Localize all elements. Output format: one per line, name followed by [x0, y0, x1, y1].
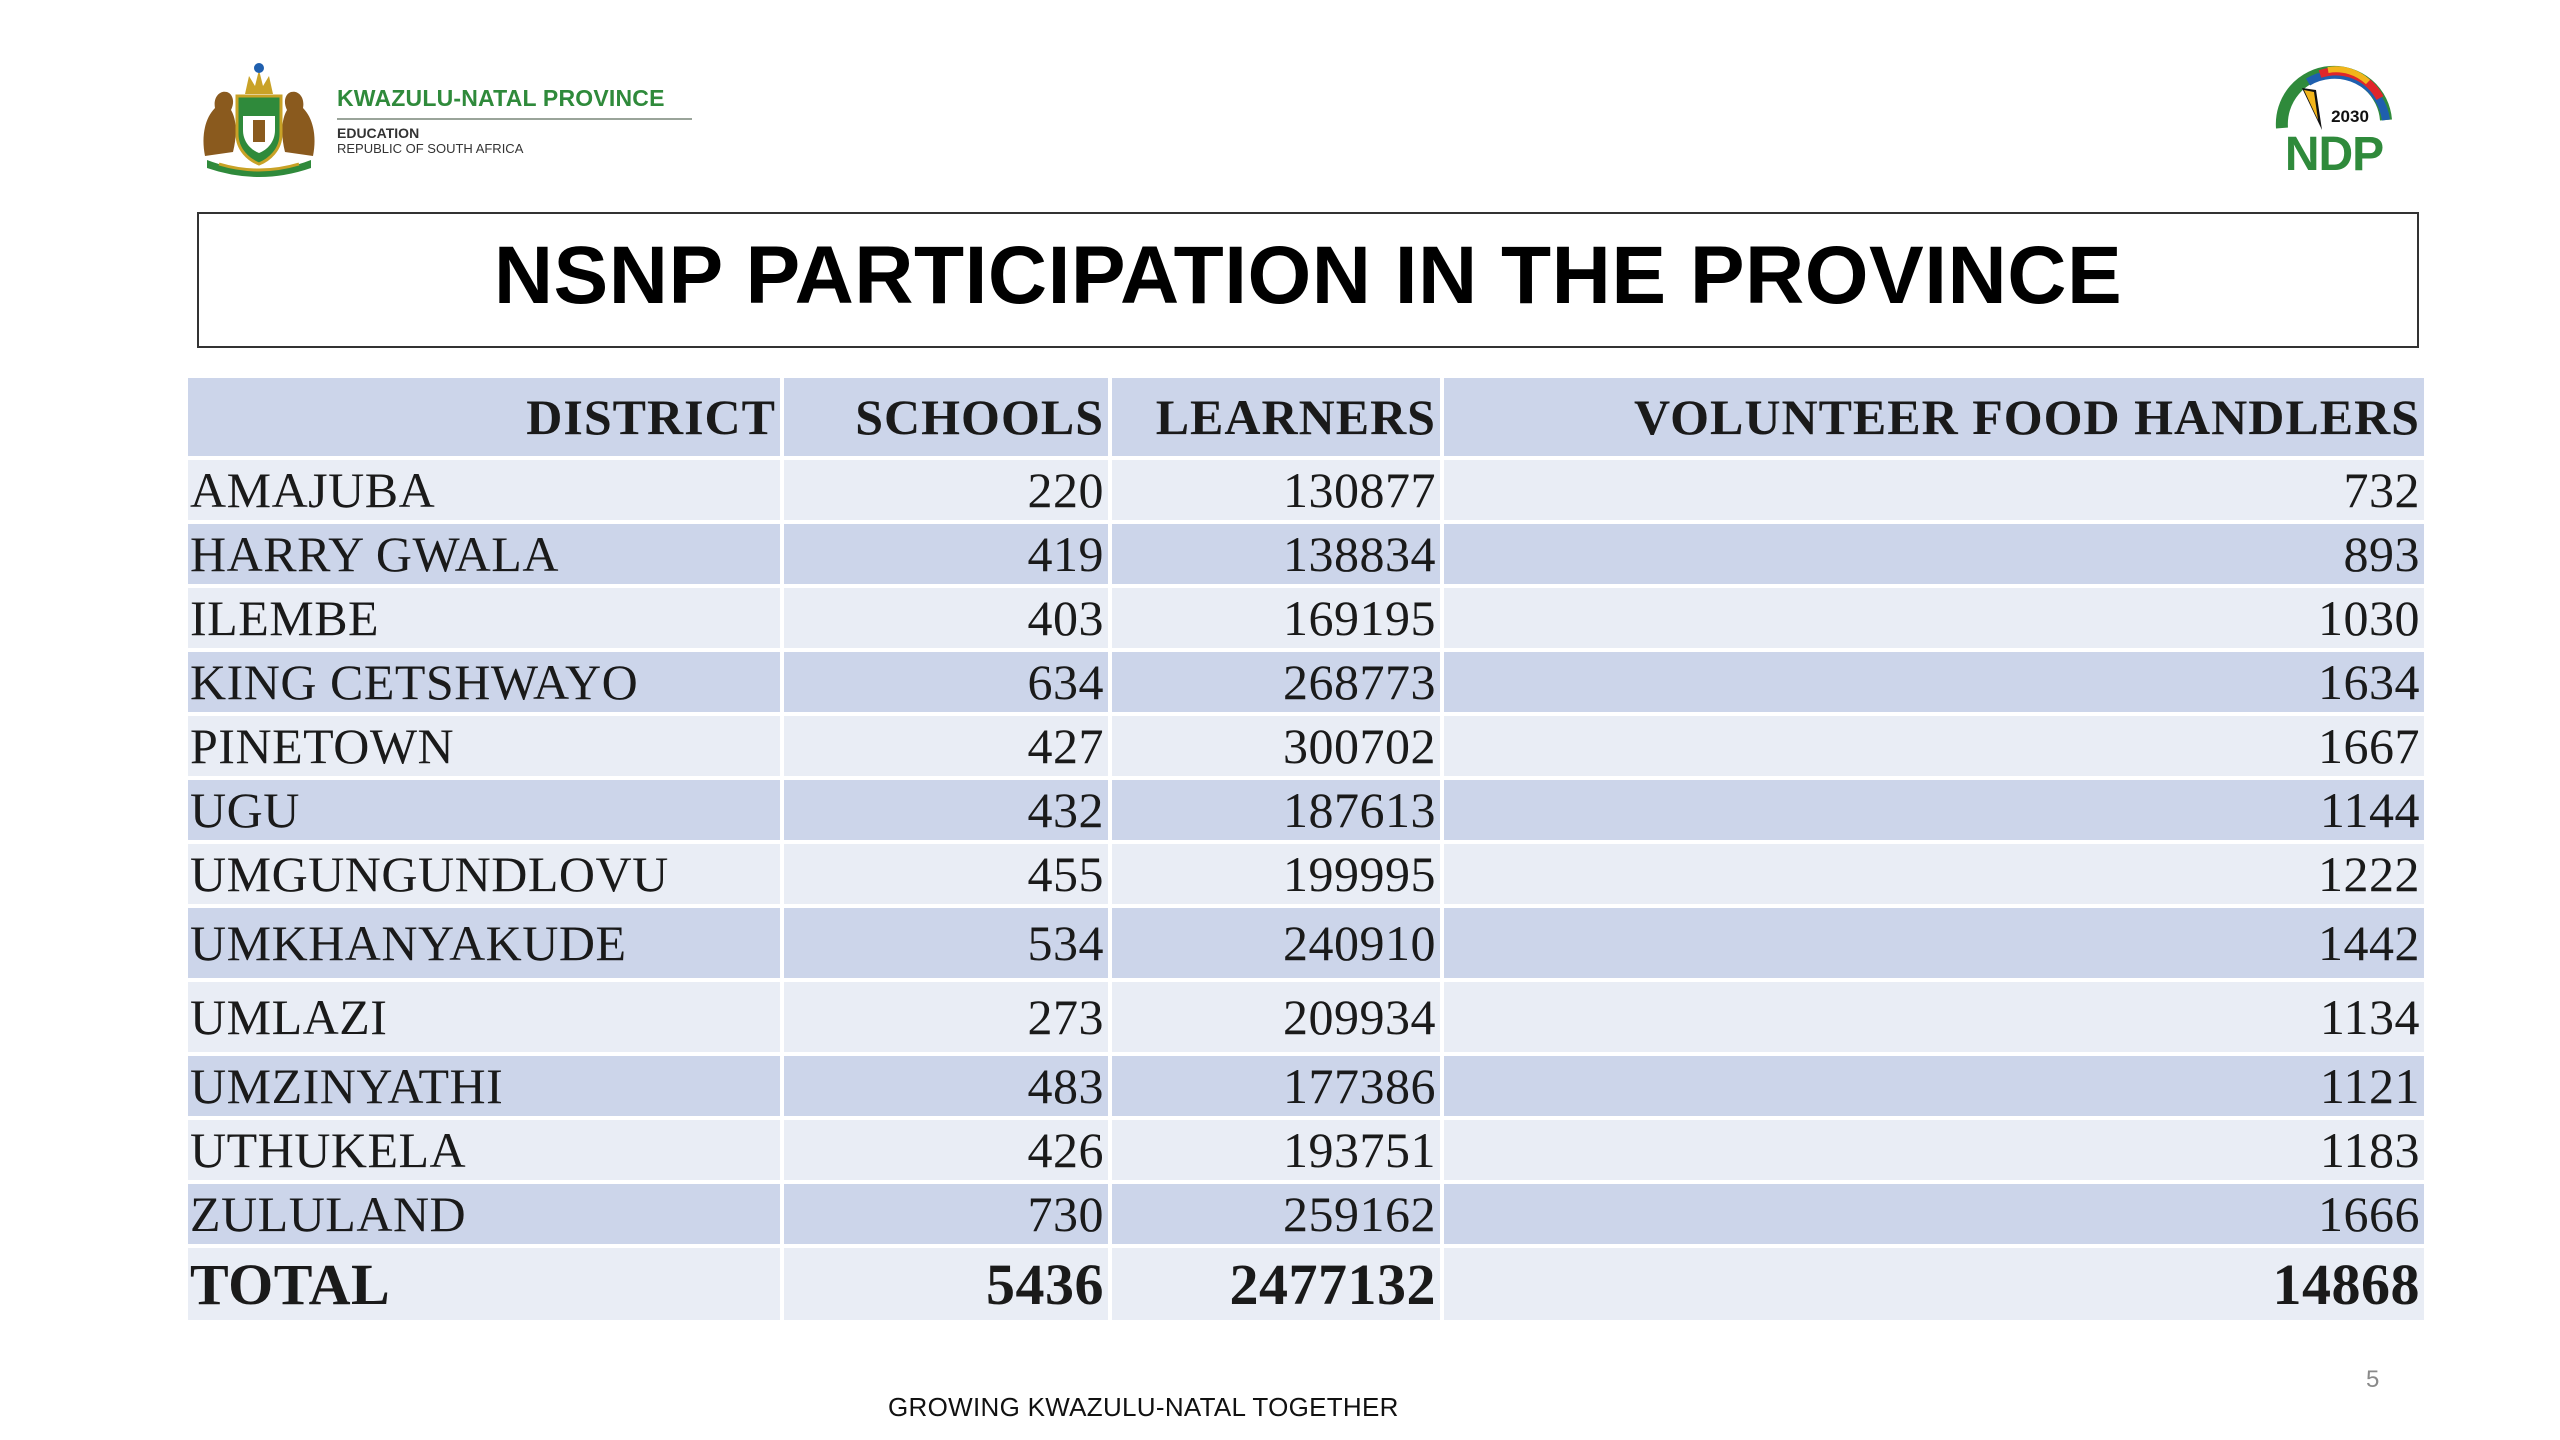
food-handlers-cell: 1144 [1442, 778, 2426, 842]
learners-cell: 300702 [1110, 714, 1442, 778]
schools-cell: 534 [782, 906, 1110, 980]
food-handlers-cell: 1222 [1442, 842, 2426, 906]
district-cell: UMGUNGUNDLOVU [188, 842, 782, 906]
total-schools-cell: 5436 [782, 1246, 1110, 1322]
kzn-department: EDUCATION [337, 124, 420, 141]
table-row [188, 778, 2426, 842]
ndp-year: 2030 [2331, 107, 2369, 126]
table-row [188, 522, 2426, 586]
schools-cell: 427 [782, 714, 1110, 778]
learners-cell: 209934 [1110, 980, 1442, 1054]
district-cell: UTHUKELA [188, 1118, 782, 1182]
slide-title: NSNP PARTICIPATION IN THE PROVINCE [493, 230, 2123, 321]
logo-divider [337, 118, 692, 120]
district-cell: UGU [188, 778, 782, 842]
food-handlers-cell: 1030 [1442, 586, 2426, 650]
table-header-row [188, 378, 2426, 458]
learners-cell: 240910 [1110, 906, 1442, 980]
table-row [188, 650, 2426, 714]
district-cell: ILEMBE [188, 586, 782, 650]
learners-cell: 169195 [1110, 586, 1442, 650]
table-row [188, 842, 2426, 906]
food-handlers-cell: 1183 [1442, 1118, 2426, 1182]
table-total-row [188, 1246, 2426, 1322]
kzn-province-title: KWAZULU-NATAL PROVINCE [337, 84, 665, 111]
schools-cell: 419 [782, 522, 1110, 586]
learners-cell: 268773 [1110, 650, 1442, 714]
food-handlers-cell: 732 [1442, 458, 2426, 522]
food-handlers-cell: 1666 [1442, 1182, 2426, 1246]
food-handlers-cell: 1121 [1442, 1054, 2426, 1118]
district-cell: UMLAZI [188, 980, 782, 1054]
district-cell: UMKHANYAKUDE [188, 906, 782, 980]
table-row [188, 458, 2426, 522]
slide-title-box [197, 212, 2419, 348]
learners-cell: 199995 [1110, 842, 1442, 906]
schools-cell: 426 [782, 1118, 1110, 1182]
district-cell: UMZINYATHI [188, 1054, 782, 1118]
nsnp-participation-table [188, 378, 2428, 1324]
food-handlers-cell: 1134 [1442, 980, 2426, 1054]
column-header-district: DISTRICT [188, 378, 782, 458]
schools-cell: 220 [782, 458, 1110, 522]
table-row [188, 1054, 2426, 1118]
food-handlers-cell: 1442 [1442, 906, 2426, 980]
learners-cell: 177386 [1110, 1054, 1442, 1118]
table-row [188, 906, 2426, 980]
page-number: 5 [2366, 1366, 2380, 1393]
total-food-handlers-cell: 14868 [1442, 1246, 2426, 1322]
schools-cell: 455 [782, 842, 1110, 906]
table-row [188, 714, 2426, 778]
footer-tagline: GROWING KWAZULU-NATAL TOGETHER [888, 1392, 1399, 1422]
district-cell: AMAJUBA [188, 458, 782, 522]
district-cell: KING CETSHWAYO [188, 650, 782, 714]
ndp-text: NDP [2284, 128, 2384, 181]
schools-cell: 730 [782, 1182, 1110, 1246]
district-cell: ZULULAND [188, 1182, 782, 1246]
table-row [188, 1118, 2426, 1182]
kzn-country: REPUBLIC OF SOUTH AFRICA [337, 140, 524, 156]
ndp-2030-logo [2268, 58, 2398, 183]
learners-cell: 130877 [1110, 458, 1442, 522]
total-label-cell: TOTAL [188, 1246, 782, 1322]
learners-cell: 259162 [1110, 1182, 1442, 1246]
coat-of-arms-icon [195, 56, 323, 184]
schools-cell: 273 [782, 980, 1110, 1054]
schools-cell: 483 [782, 1054, 1110, 1118]
schools-cell: 634 [782, 650, 1110, 714]
table-row [188, 586, 2426, 650]
table-row [188, 980, 2426, 1054]
column-header-learners: LEARNERS [1110, 378, 1442, 458]
learners-cell: 187613 [1110, 778, 1442, 842]
schools-cell: 403 [782, 586, 1110, 650]
total-learners-cell: 2477132 [1110, 1246, 1442, 1322]
food-handlers-cell: 1667 [1442, 714, 2426, 778]
food-handlers-cell: 893 [1442, 522, 2426, 586]
schools-cell: 432 [782, 778, 1110, 842]
learners-cell: 193751 [1110, 1118, 1442, 1182]
column-header-volunteer-food-handlers: VOLUNTEER FOOD HANDLERS [1442, 378, 2426, 458]
district-cell: HARRY GWALA [188, 522, 782, 586]
table-row [188, 1182, 2426, 1246]
district-cell: PINETOWN [188, 714, 782, 778]
column-header-schools: SCHOOLS [782, 378, 1110, 458]
learners-cell: 138834 [1110, 522, 1442, 586]
food-handlers-cell: 1634 [1442, 650, 2426, 714]
kzn-education-logo [195, 55, 715, 185]
